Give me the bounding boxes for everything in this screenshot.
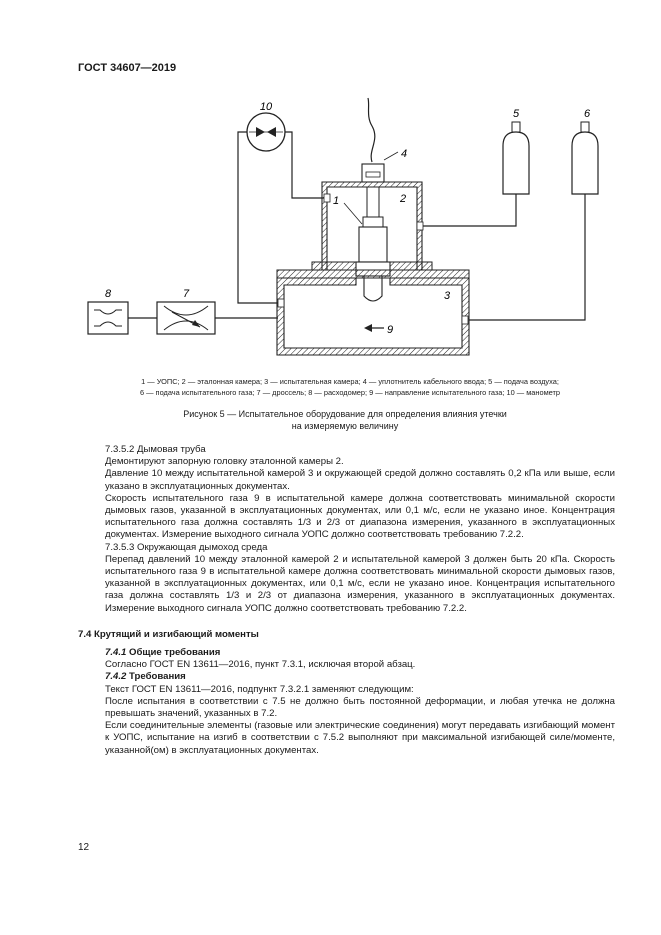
air-supply-cylinder [503,122,529,194]
label-5: 5 [512,108,520,120]
caption-line-1: Рисунок 5 — Испытательное оборудование для определения влияния утечки [183,409,507,419]
label-10: 10 [259,101,273,113]
label-7: 7 [182,288,190,300]
label-4: 4 [400,148,408,160]
caption-line-2: на измеряемую величину [291,421,399,431]
test-equipment-diagram [0,90,661,370]
flowmeter [88,302,128,334]
sensor-uops [356,187,390,301]
subsection-7-4-2-heading: 7.4.2 Требования [105,671,186,683]
paragraph: Если соединительные элементы (газовые или электрические соединения) могут передавать изгибающий момент к УОПС, испытание на изгиб в соответствии с 7.5.2 выполняют при максимальной изгибающей силе/моменте, указанной(ом) в эксплуатационных документах. [105,720,615,756]
paragraph: Текст ГОСТ EN 13611—2016, подпункт 7.3.2.1 заменяют следующим: [105,683,414,695]
paragraph: Демонтируют запорную головку эталонной камеры 2. [105,456,344,468]
test-gas-cylinder [572,122,598,194]
paragraph: Скорость испытательного газа 9 в испытательной камере должна соответствовать минимальной скорости дымовых газов, указанной в эксплуатационных документах, или 0,1 м/с, если не указано иное. Концентрация испытательного газа должна составлять 1/3 и 2/3 от диапазона измерения, указанного в эксплуатационных документах. Измерение выходного сигнала УОПС должно соответствовать требованию 7.2.2. [105,492,615,541]
label-8: 8 [104,288,112,300]
paragraph: Перепад давлений 10 между эталонной камерой 2 и испытательной камерой 3 должен быть 20 кПа. Скорость испытательного газа 9 в испытательной камере должна соответствовать минимальной скорости дымовых газов, указанной в эксплуатационных документах, или 0,1 м/с, если не указано иное. Концентрация испытательного газа должна составлять 1/3 и 2/3 от диапазона измерения, указанного в эксплуатационных документах. Измерение выходного сигнала УОПС должно соответствовать требованию 7.2.2. [105,553,615,614]
paragraph: После испытания в соответствии с 7.5 не должно быть постоянной деформации, и любая утечка не должна превышать значений, указанных в 7.2. [105,695,615,720]
subsection-7-3-5-3: 7.3.5.3 Окружающая дымоход среда [105,541,268,553]
subsection-7-3-5-2: 7.3.5.2 Дымовая труба [105,444,206,455]
label-3: 3 [443,290,451,302]
paragraph: Давление 10 между испытательной камерой 3 и окружающей средой должно составлять 0,2 кПа или выше, если указано в эксплуатационных документах. [105,468,615,492]
section-7-4-heading: 7.4 Крутящий и изгибающий моменты [78,628,259,640]
paragraph: Согласно ГОСТ EN 13611—2016, пункт 7.3.1, исключая второй абзац. [105,659,416,671]
figure-caption [130,408,560,432]
document-header: ГОСТ 34607—2019 [78,62,177,74]
label-2: 2 [399,193,407,205]
legend-line-2: 6 — подача испытательного газа; 7 — дроссель; 8 — расходомер; 9 — направление испытательного газа; 10 — манометр [139,388,561,397]
legend-line-1: 1 — УОПС; 2 — эталонная камера; 3 — испытательная камера; 4 — уплотнитель кабельного ввода; 5 — подача воздуха; [141,377,559,386]
figure-legend [90,376,610,398]
label-1: 1 [332,195,340,207]
label-6: 6 [583,108,591,120]
label-9: 9 [386,324,394,336]
throttle [157,302,215,334]
body-text [78,444,615,757]
subsection-7-4-1-heading: 7.4.1 Общие требования [105,647,221,659]
pressure-gauge [247,113,285,151]
page-number: 12 [78,842,90,853]
